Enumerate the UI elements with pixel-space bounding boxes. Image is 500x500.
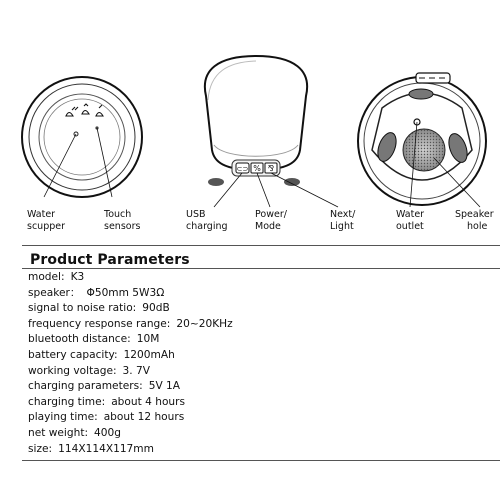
parameter-label: signal to noise ratio: <box>28 302 137 315</box>
parameter-list <box>28 270 233 457</box>
parameter-row <box>28 395 233 411</box>
parameter-label: charging time: <box>28 395 106 408</box>
title-divider <box>22 268 500 269</box>
parameter-row <box>28 301 233 317</box>
right-foot <box>284 178 300 186</box>
side-view <box>205 56 338 207</box>
parameter-row <box>28 317 233 333</box>
parameter-value: 400g <box>94 426 121 439</box>
label-touch-sensors: Touch sensors <box>104 209 141 232</box>
bottom-view <box>358 73 486 207</box>
parameter-label: size: <box>28 442 53 455</box>
usb-port-glyph: ⊂⊃ <box>236 165 249 173</box>
left-foot <box>208 178 224 186</box>
top-divider <box>22 245 500 246</box>
parameter-row <box>28 270 233 286</box>
label-next-light: Next/ Light <box>330 209 356 232</box>
parameter-value: about 12 hours <box>103 411 185 424</box>
parameter-label: net weight: <box>28 426 89 439</box>
parameter-value: 20~20KHz <box>176 317 233 330</box>
parameter-value: 3. 7V <box>122 364 151 377</box>
top-view <box>22 77 142 197</box>
parameter-label: model: <box>28 271 65 283</box>
parameter-value: 1200mAh <box>123 348 175 361</box>
parameter-label: working voltage: <box>28 364 117 377</box>
power-button-glyph: % <box>253 164 261 173</box>
parameter-value: K3 <box>70 271 85 283</box>
section-title: Product Parameters <box>30 252 190 268</box>
parameter-row <box>28 410 233 426</box>
parameter-value: about 4 hours <box>111 395 186 408</box>
label-usb-charging: USB charging <box>186 209 228 232</box>
parameter-label: frequency response range: <box>28 317 171 330</box>
parameter-label: playing time: <box>28 411 98 424</box>
parameter-row <box>28 286 233 302</box>
parameter-value: 5V 1A <box>148 380 181 393</box>
label-water-outlet: Water outlet <box>396 209 425 232</box>
device-diagram <box>0 0 500 240</box>
parameter-label: charging parameters: <box>28 380 143 393</box>
parameter-row <box>28 364 233 380</box>
parameter-label: battery capacity: <box>28 348 118 361</box>
parameter-row <box>28 442 233 458</box>
parameter-value: 90dB <box>142 302 170 315</box>
parameter-row <box>28 426 233 442</box>
label-power-mode: Power/ Mode <box>255 209 287 232</box>
bottom-divider <box>22 460 500 461</box>
parameter-value: Φ50mm 5W3Ω <box>86 286 165 299</box>
parameter-label: speaker： <box>28 286 81 299</box>
touch-sensor-icons <box>66 104 103 116</box>
next-button-glyph: ⅋ <box>267 164 275 173</box>
parameter-row <box>28 379 233 395</box>
parameter-label: bluetooth distance: <box>28 333 131 346</box>
parameter-value: 10M <box>136 333 160 346</box>
parameter-row <box>28 332 233 348</box>
label-speaker-hole: Speaker hole <box>455 209 494 232</box>
label-water-scupper: Water scupper <box>27 209 66 232</box>
parameter-row <box>28 348 233 364</box>
parameter-value: 114X114X117mm <box>58 442 154 455</box>
